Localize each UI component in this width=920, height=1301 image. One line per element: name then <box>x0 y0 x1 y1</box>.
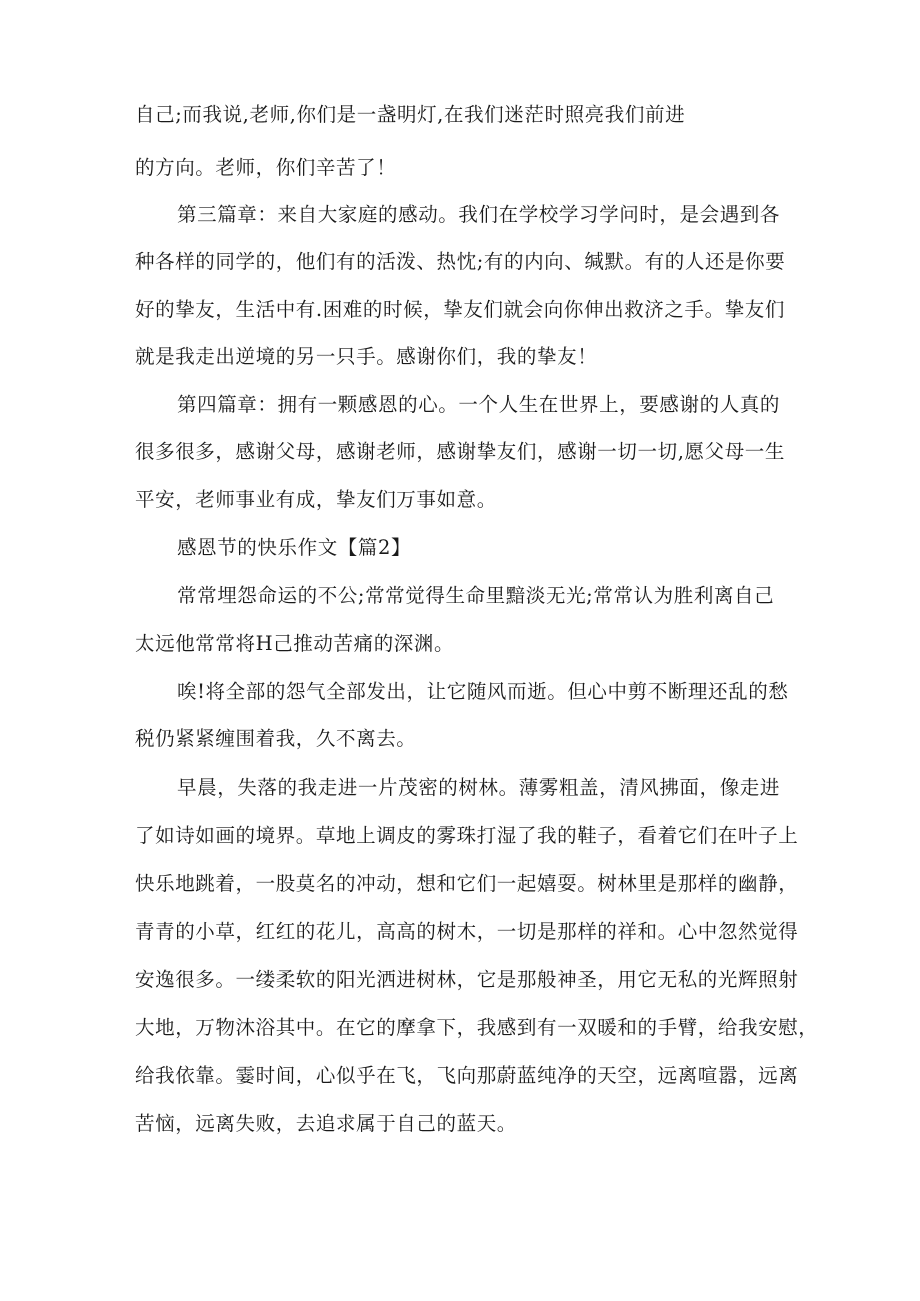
text-line: 大地，万物沐浴其中。在它的摩拿下，我感到有一双暖和的手臂，给我安慰， <box>135 1016 819 1039</box>
text-line: 安逸很多。一缕柔软的阳光洒进树林，它是那般神圣，用它无私的光辉照射 <box>135 968 799 991</box>
text-line: 就是我走出逆境的另一只手。感谢你们，我的挚友！ <box>135 345 598 368</box>
section-heading: 感恩节的快乐作文【篇2】 <box>177 536 412 559</box>
text-line: 的方向。老师，你们辛苦了！ <box>135 156 397 179</box>
text-line: 平安，老师事业有成，挚友们万事如意。 <box>135 488 497 511</box>
text-line: 第三篇章：来自大家庭的感动。我们在学校学习学问时，是会遇到各 <box>177 203 781 226</box>
text-line: 了如诗如画的境界。草地上调皮的雾珠打湿了我的鞋子，看着它们在叶子上 <box>135 824 799 847</box>
text-line: 给我依靠。霎时间，心似乎在飞，飞向那蔚蓝纯净的天空，远离喧嚣，远离 <box>135 1064 799 1087</box>
text-line: 早晨，失落的我走进一片茂密的树林。薄雾粗盖，清风拂面，像走进 <box>177 776 781 799</box>
text-line: 常常埋怨命运的不公;常常觉得生命里黯淡无光;常常认为胜利离自己 <box>177 584 775 607</box>
text-line: 青青的小草，红红的花儿，高高的树木，一切是那样的祥和。心中忽然觉得 <box>135 920 799 943</box>
text-line: 税仍紧紧缠围着我，久不离去。 <box>135 727 417 750</box>
text-line: 好的挚友，生活中有.困难的时候，挚友们就会向你伸出救济之手。挚友们 <box>135 298 785 321</box>
text-line: 太远他常常将H己推动苦痛的深渊。 <box>135 632 455 655</box>
text-line: 很多很多，感谢父母，感谢老师，感谢挚友们，感谢一切一切,愿父母一生 <box>135 440 785 463</box>
text-line: 种各样的同学的，他们有的活泼、热忱;有的内向、缄默。有的人还是你要 <box>135 250 786 273</box>
text-line: 唉!将全部的怨气全部发出，让它随风而逝。但心中剪不断理还乱的愁 <box>177 680 789 703</box>
text-line: 第四篇章：拥有一颗感恩的心。一个人生在世界上，要感谢的人真的 <box>177 393 781 416</box>
text-line: 自己;而我说,老师,你们是一盏明灯,在我们迷茫时照亮我们前进 <box>135 103 686 126</box>
text-line: 快乐地跳着，一股莫名的冲动，想和它们一起嬉耍。树林里是那样的幽静， <box>135 872 799 895</box>
text-line: 苦恼，远离失败，去追求属于自己的蓝天。 <box>135 1112 517 1135</box>
